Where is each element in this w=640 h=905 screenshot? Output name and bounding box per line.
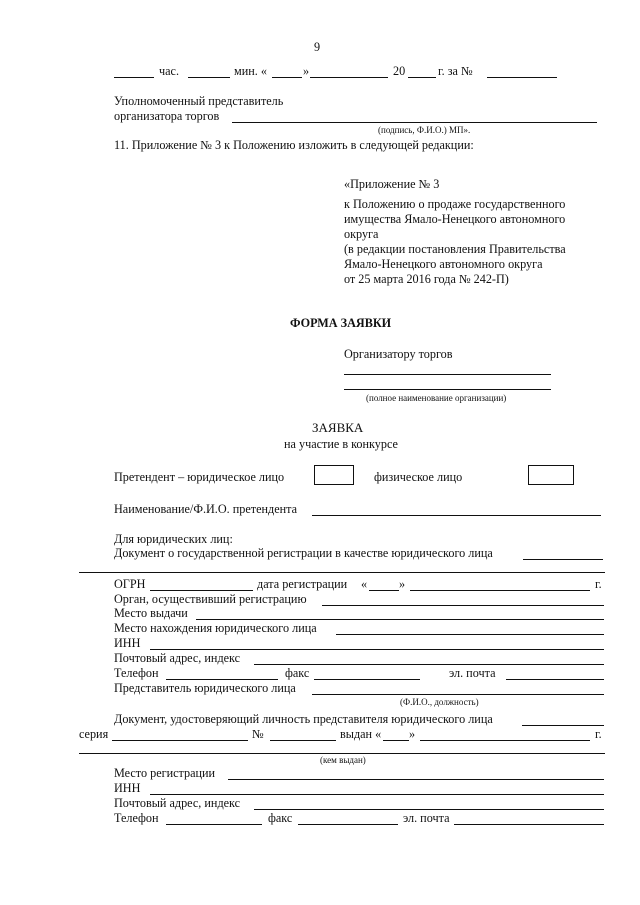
identity-inn-line[interactable] xyxy=(150,794,604,795)
appendix-line: округа xyxy=(344,227,379,241)
appendix-line: имущества Ямало-Ненецкого автономного xyxy=(344,212,566,226)
identity-inn-label: ИНН xyxy=(114,781,141,795)
email-line[interactable] xyxy=(506,679,604,680)
organizer-label: Организатору торгов xyxy=(344,347,453,361)
organizer-line-1[interactable] xyxy=(344,374,551,375)
applicant-legal-label: Претендент – юридическое лицо xyxy=(114,470,285,484)
application-title: ЗАЯВКА xyxy=(312,420,364,435)
legal-entity-checkbox[interactable] xyxy=(314,465,354,485)
issued-day-line[interactable] xyxy=(383,740,409,741)
representative-label: Представитель юридического лица xyxy=(114,681,296,695)
doc-number-line[interactable] xyxy=(270,740,336,741)
item-11: 11. Приложение № 3 к Положению изложить в следующей редакции: xyxy=(114,138,474,152)
appendix-line: (в редакции постановления Правительства xyxy=(344,242,566,256)
appendix-title: «Приложение № 3 xyxy=(344,177,440,191)
identity-fax-line[interactable] xyxy=(298,824,398,825)
number-line[interactable] xyxy=(487,77,557,78)
location-label: Место нахождения юридического лица xyxy=(114,621,317,635)
rep-line1: Уполномоченный представитель xyxy=(114,94,284,108)
year-line[interactable] xyxy=(408,77,436,78)
rep-line2: организатора торгов xyxy=(114,109,220,123)
appendix-line: от 25 марта 2016 года № 242-П) xyxy=(344,272,509,286)
quote-close: » xyxy=(303,64,310,78)
identity-email-label: эл. почта xyxy=(403,811,450,825)
inn-line[interactable] xyxy=(150,649,604,650)
legal-doc-label: Документ о государственной регистрации в качестве юридического лица xyxy=(114,546,493,560)
authority-line[interactable] xyxy=(322,605,604,606)
individual-checkbox[interactable] xyxy=(528,465,574,485)
year-suffix: г. за № xyxy=(438,64,473,78)
organizer-caption: (полное наименование организации) xyxy=(366,393,507,403)
signature-line[interactable] xyxy=(232,122,597,123)
place-issue-line[interactable] xyxy=(196,619,604,620)
applicant-name-line[interactable] xyxy=(312,515,601,516)
minute-line[interactable] xyxy=(188,77,230,78)
identity-postal-label: Почтовый адрес, индекс xyxy=(114,796,241,810)
postal-label: Почтовый адрес, индекс xyxy=(114,651,241,665)
reg-day-line[interactable] xyxy=(369,590,399,591)
number-label: № xyxy=(252,727,264,741)
identity-doc-line[interactable] xyxy=(522,725,604,726)
reg-month-line[interactable] xyxy=(410,590,590,591)
reg-date-label: дата регистрации xyxy=(257,577,348,591)
hour-label: час. xyxy=(159,64,179,78)
identity-phone-label: Телефон xyxy=(114,811,159,825)
appendix-line: Ямало-Ненецкого автономного округа xyxy=(344,257,543,271)
issued-by-caption: (кем выдан) xyxy=(320,755,366,765)
issued-month-line[interactable] xyxy=(420,740,590,741)
applicant-individual-label: физическое лицо xyxy=(374,470,463,484)
application-subtitle: на участие в конкурсе xyxy=(284,437,398,451)
appendix-line: к Положению о продаже государственного xyxy=(344,197,566,211)
issued-label: выдан « xyxy=(340,727,382,741)
reg-date-quote-open: « xyxy=(361,577,368,591)
phone-line[interactable] xyxy=(166,679,278,680)
applicant-name-label: Наименование/Ф.И.О. претендента xyxy=(114,502,298,516)
ogrn-line[interactable] xyxy=(150,590,253,591)
reg-year-suffix: г. xyxy=(595,577,602,591)
organizer-line-2[interactable] xyxy=(344,389,551,390)
place-issue-label: Место выдачи xyxy=(114,606,188,620)
authority-label: Орган, осуществивший регистрацию xyxy=(114,592,307,606)
issued-year-suffix: г. xyxy=(595,727,602,741)
legal-doc-line-2[interactable] xyxy=(79,572,605,573)
identity-postal-line[interactable] xyxy=(254,809,604,810)
form-title: ФОРМА ЗАЯВКИ xyxy=(290,316,392,330)
ogrn-label: ОГРН xyxy=(114,577,146,591)
signature-caption: (подпись, Ф.И.О.) МП». xyxy=(378,125,471,135)
hour-line[interactable] xyxy=(114,77,154,78)
identity-doc-label: Документ, удостоверяющий личность представителя юридического лица xyxy=(114,712,493,726)
representative-caption: (Ф.И.О., должность) xyxy=(400,697,479,707)
postal-line[interactable] xyxy=(254,664,604,665)
month-line[interactable] xyxy=(310,77,388,78)
representative-line[interactable] xyxy=(312,694,604,695)
issued-by-line[interactable] xyxy=(79,753,605,754)
email-label: эл. почта xyxy=(449,666,496,680)
identity-fax-label: факс xyxy=(268,811,293,825)
reg-place-label: Место регистрации xyxy=(114,766,216,780)
legal-doc-line[interactable] xyxy=(523,559,603,560)
identity-phone-line[interactable] xyxy=(166,824,262,825)
location-line[interactable] xyxy=(336,634,604,635)
series-line[interactable] xyxy=(112,740,248,741)
fax-line[interactable] xyxy=(314,679,420,680)
phone-label: Телефон xyxy=(114,666,159,680)
page-number: 9 xyxy=(314,40,321,54)
day-line[interactable] xyxy=(272,77,302,78)
inn-label: ИНН xyxy=(114,636,141,650)
series-label: серия xyxy=(79,727,109,741)
identity-email-line[interactable] xyxy=(454,824,604,825)
issued-quote-close: » xyxy=(409,727,416,741)
fax-label: факс xyxy=(285,666,310,680)
legal-heading: Для юридических лиц: xyxy=(114,532,233,546)
year-prefix: 20 xyxy=(393,64,406,78)
reg-date-quote-close: » xyxy=(399,577,406,591)
reg-place-line[interactable] xyxy=(228,779,604,780)
minute-label: мин. « xyxy=(234,64,267,78)
